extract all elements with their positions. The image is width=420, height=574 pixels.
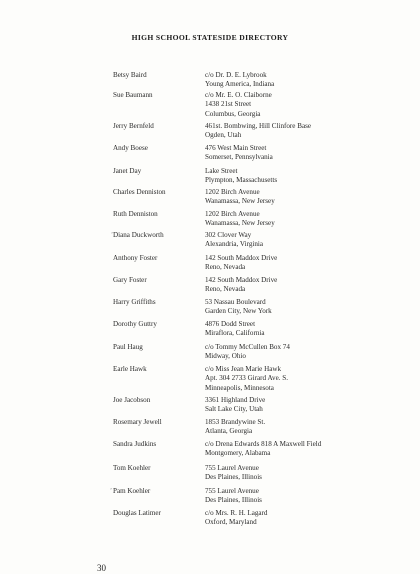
- address-line: Des Plaines, Illinois: [205, 473, 262, 482]
- entry-name: Rosemary Jewell: [113, 418, 162, 426]
- entry-address: [205, 122, 415, 141]
- address-line: c/o Miss Jean Marie Hawk: [205, 365, 282, 373]
- address-line: Minneapolis, Minnesota: [205, 383, 274, 392]
- entry-name: Pam Koehler: [113, 487, 151, 495]
- address-line: Wanamassa, New Jersey: [205, 197, 275, 206]
- entry-name: Tom Koehler: [113, 464, 151, 472]
- entry-name: Janet Day: [113, 167, 142, 175]
- entry-address: [205, 210, 415, 229]
- entry-address: [205, 71, 415, 90]
- entry-name: Ruth Denniston: [113, 210, 158, 218]
- address-line: 142 South Maddox Drive: [205, 276, 278, 284]
- address-line: Plympton, Massachusetts: [205, 176, 278, 185]
- entry-name: Jerry Bernfeld: [113, 122, 154, 130]
- address-line: 1202 Birch Avenue: [205, 188, 260, 196]
- entry-address: [205, 396, 415, 415]
- address-line: Young America, Indiana: [205, 80, 275, 89]
- entry-name: Earle Hawk: [113, 365, 147, 373]
- address-line: Midway, Ohio: [205, 352, 246, 361]
- address-line: Alexandria, Virginia: [205, 240, 264, 249]
- entry-address: [205, 188, 415, 207]
- entry-name: Charles Denniston: [113, 188, 166, 196]
- address-line: c/o Mr. E. O. Claiborne: [205, 91, 272, 99]
- entry-address: [205, 365, 415, 393]
- entry-address: [205, 509, 415, 528]
- entry-name: Paul Haug: [113, 343, 143, 351]
- entry-name: Gary Foster: [113, 276, 147, 284]
- entry-name: Anthony Foster: [113, 254, 158, 262]
- entry-name: Sue Baumann: [113, 91, 153, 99]
- address-line: c/o Mrs. R. H. Lagard: [205, 509, 268, 517]
- pencil-mark: ʼ: [110, 488, 112, 494]
- address-line: Garden City, New York: [205, 307, 272, 316]
- address-line: 1202 Birch Avenue: [205, 210, 260, 218]
- entry-address: [205, 320, 415, 339]
- page-number: 30: [97, 563, 106, 573]
- address-line: Des Plaines, Illinois: [205, 496, 262, 505]
- address-line: Miraflora, California: [205, 329, 265, 338]
- entry-name: Andy Boese: [113, 144, 148, 152]
- address-line: 461st. Bombwing, Hill Clinfore Base: [205, 122, 312, 130]
- entry-name: Diana Duckworth: [113, 231, 164, 239]
- entry-address: [205, 254, 415, 273]
- entry-address: [205, 418, 415, 437]
- address-line: 755 Laurel Avenue: [205, 464, 259, 472]
- entry-name: Harry Griffiths: [113, 298, 156, 306]
- address-line: c/o Drena Edwards 818 A Maxwell Field: [205, 440, 322, 448]
- entry-address: [205, 276, 415, 295]
- entry-name: Dorothy Guttry: [113, 320, 157, 328]
- entry-address: [205, 343, 415, 362]
- address-line: 476 West Main Street: [205, 144, 267, 152]
- entry-address: [205, 487, 415, 506]
- address-line: Lake Street: [205, 167, 238, 175]
- address-line: 755 Laurel Avenue: [205, 487, 259, 495]
- address-line: c/o Tommy McCullen Box 74: [205, 343, 290, 351]
- entry-address: [205, 298, 415, 317]
- address-line: 1853 Brandywine St.: [205, 418, 266, 426]
- entry-name: Betsy Baird: [113, 71, 147, 79]
- page-title: HIGH SCHOOL STATESIDE DIRECTORY: [131, 33, 289, 42]
- entry-name: Douglas Latimer: [113, 509, 161, 517]
- entry-address: [205, 231, 415, 250]
- entry-address: [205, 91, 415, 119]
- address-line: Columbus, Georgia: [205, 109, 261, 118]
- address-line: Montgomery, Alabama: [205, 449, 271, 458]
- entry-address: [205, 144, 415, 163]
- entry-address: [205, 464, 415, 483]
- address-line: 1438 21st Street: [205, 100, 252, 109]
- entry-address: [205, 440, 415, 459]
- address-line: 4876 Dodd Street: [205, 320, 256, 328]
- address-line: 142 South Maddox Drive: [205, 254, 278, 262]
- address-line: Salt Lake City, Utah: [205, 405, 263, 414]
- address-line: Apt. 304 2733 Girard Ave. S.: [205, 374, 289, 383]
- address-line: Reno, Nevada: [205, 285, 246, 294]
- address-line: c/o Dr. D. E. Lybrook: [205, 71, 267, 79]
- address-line: 3361 Highland Drive: [205, 396, 266, 404]
- address-line: Oxford, Maryland: [205, 518, 257, 527]
- address-line: 53 Nassau Boulevard: [205, 298, 266, 306]
- address-line: Wanamassa, New Jersey: [205, 219, 275, 228]
- address-line: Atlanta, Georgia: [205, 427, 253, 436]
- address-line: Reno, Nevada: [205, 263, 246, 272]
- entry-name: Sandra Judkins: [113, 440, 157, 448]
- address-line: Ogden, Utah: [205, 131, 242, 140]
- address-line: Somerset, Pennsylvania: [205, 153, 273, 162]
- entry-name: Joe Jacobson: [113, 396, 151, 404]
- address-line: 302 Clover Way: [205, 231, 252, 239]
- pencil-mark: ʼ: [111, 232, 113, 238]
- entry-address: [205, 167, 415, 186]
